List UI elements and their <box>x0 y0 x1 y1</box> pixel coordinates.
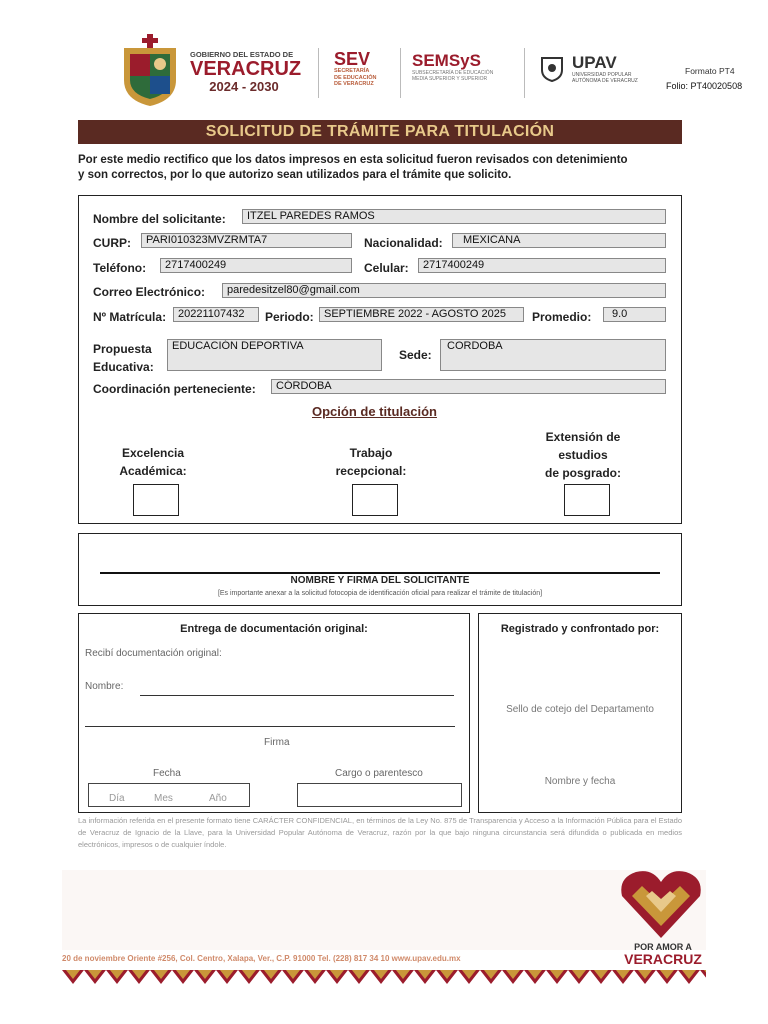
nombre-label: Nombre del solicitante: <box>93 212 226 226</box>
recibi-label: Recibí documentación original: <box>85 648 222 659</box>
footer-address: 20 de noviembre Oriente #256, Col. Centro, Xalapa, Ver., C.P. 91000 Tel. (228) 817 34 10 www.upav.edu.mx <box>62 954 461 963</box>
formato-label: Formato PT4 <box>685 66 735 76</box>
correo-field[interactable]: paredesitzel80@gmail.com <box>222 283 666 298</box>
sello-label: Sello de cotejo del Departamento <box>506 704 654 715</box>
propuesta-field[interactable]: EDUCACIÓN DEPORTIVA <box>167 339 382 371</box>
nombre-fecha-label: Nombre y fecha <box>544 776 616 787</box>
signature-title: NOMBRE Y FIRMA DEL SOLICITANTE <box>290 575 470 586</box>
extension-line-3: de posgrado: <box>544 466 621 480</box>
sev-subtitle: SECRETARÍA DE EDUCACIÓN DE VERACRUZ <box>334 68 377 87</box>
trabajo-line-1: Trabajo <box>349 446 393 460</box>
curp-label: CURP: <box>93 236 131 250</box>
extension-line-2: estudios <box>558 448 608 462</box>
telefono-label: Teléfono: <box>93 261 147 275</box>
state-coat-of-arms <box>118 34 182 108</box>
nombre-entrega-label: Nombre: <box>85 681 124 692</box>
signature-line <box>100 572 660 574</box>
upav-shield-icon <box>540 56 564 82</box>
divider <box>318 48 319 98</box>
semsys-subtitle: SUBSECRETARÍA DE EDUCACIÓN MEDIA SUPERIOR Y SUPERIOR <box>412 70 494 82</box>
firma-entrega-line[interactable] <box>85 726 455 727</box>
excelencia-line-1: Excelencia <box>121 446 185 460</box>
slogan <box>618 942 708 966</box>
footer-watermark <box>62 870 706 950</box>
extension-label <box>538 428 628 482</box>
sev-logo <box>334 50 394 88</box>
coordinacion-label: Coordinación perteneciente: <box>93 382 256 396</box>
opcion-titulacion-title: Opción de titulación <box>312 404 437 419</box>
nacionalidad-field[interactable]: MEXICANA <box>452 233 666 248</box>
propuesta-label-2: Educativa: <box>93 360 154 374</box>
matricula-label: Nº Matrícula: <box>93 310 167 324</box>
propuesta-label-1: Propuesta <box>93 342 152 356</box>
upav-logo <box>572 54 652 84</box>
semsys-title: SEMSyS <box>412 51 481 70</box>
dia-label: Día <box>109 793 125 804</box>
slogan-line-2: VERACRUZ <box>624 951 702 967</box>
nacionalidad-label: Nacionalidad: <box>364 236 443 250</box>
curp-field[interactable]: PARI010323MVZRMTA7 <box>141 233 352 248</box>
trabajo-checkbox[interactable] <box>352 484 398 516</box>
folio-label: Folio: <box>666 81 689 91</box>
decorative-zigzag-border <box>62 970 706 986</box>
slogan-line-1: POR AMOR A <box>634 942 692 952</box>
intro-line-1: Por este medio rectifico que los datos impresos en esta solicitud fueron revisados con detenimiento <box>78 154 628 166</box>
promedio-label: Promedio: <box>532 310 592 324</box>
fecha-label: Fecha <box>153 768 181 779</box>
semsys-logo <box>412 52 522 82</box>
gov-line1: GOBIERNO DEL ESTADO DE <box>190 50 294 59</box>
correo-label: Correo Electrónico: <box>93 285 206 299</box>
telefono-field[interactable]: 2717400249 <box>160 258 352 273</box>
signature-note: [Es importante anexar a la solicitud fotocopia de identificación oficial para realizar el trámite de titulación] <box>217 590 543 597</box>
nombre-entrega-line[interactable] <box>140 695 454 696</box>
state-government-title <box>190 50 310 94</box>
sede-label: Sede: <box>399 348 432 362</box>
excelencia-line-2: Académica: <box>119 464 187 478</box>
celular-field[interactable]: 2717400249 <box>418 258 666 273</box>
amor-veracruz-heart-icon <box>618 866 704 940</box>
gov-line2: VERACRUZ <box>190 58 302 80</box>
registro-title: Registrado y confrontado por: <box>500 623 660 635</box>
celular-label: Celular: <box>364 261 409 275</box>
cargo-field[interactable] <box>297 783 462 807</box>
anio-label: Año <box>209 793 227 804</box>
coordinacion-field[interactable]: CÓRDOBA <box>271 379 666 394</box>
gov-line3: 2024 - 2030 <box>209 79 279 94</box>
entrega-title: Entrega de documentación original: <box>180 623 368 635</box>
folio <box>666 81 742 91</box>
form-title-banner: SOLICITUD DE TRÁMITE PARA TITULACIÓN <box>78 120 682 144</box>
legal-notice: La información referida en el presente formato tiene CARÁCTER CONFIDENCIAL, en términos de la Ley No. 875 de Transparencia y Acceso a la Información Pública para el Estado de Veracruz de Ignacio de la Llave, para la Universidad Popular Autónoma de Veracruz, razón por la que bajo ninguna circunstancia será difundida o publicada en medios electrónicos, impresos o de cualquier índole. <box>78 816 682 849</box>
divider <box>400 48 401 98</box>
mes-label: Mes <box>154 793 173 804</box>
cargo-label: Cargo o parentesco <box>335 768 423 779</box>
matricula-field[interactable]: 20221107432 <box>173 307 259 322</box>
upav-title: UPAV <box>572 53 617 72</box>
intro-text <box>78 153 678 183</box>
extension-line-1: Extensión de <box>545 430 621 444</box>
folio-value: PT40020508 <box>690 81 743 91</box>
firma-entrega-label: Firma <box>264 737 290 748</box>
divider <box>524 48 525 98</box>
trabajo-line-2: recepcional: <box>335 464 407 478</box>
promedio-field[interactable]: 9.0 <box>603 307 666 322</box>
trabajo-label <box>326 444 416 480</box>
excelencia-label <box>108 444 198 480</box>
sev-title: SEV <box>334 49 371 69</box>
upav-subtitle: UNIVERSIDAD POPULAR AUTÓNOMA DE VERACRUZ <box>572 72 638 84</box>
nombre-field[interactable]: ITZEL PAREDES RAMOS <box>242 209 666 224</box>
periodo-field[interactable]: SEPTIEMBRE 2022 - AGOSTO 2025 <box>319 307 524 322</box>
excelencia-checkbox[interactable] <box>133 484 179 516</box>
extension-checkbox[interactable] <box>564 484 610 516</box>
sede-field[interactable]: CORDOBA <box>440 339 666 371</box>
intro-line-2: y son correctos, por lo que autorizo sean utilizados para el trámite que solicito. <box>78 169 512 181</box>
periodo-label: Periodo: <box>265 310 314 324</box>
